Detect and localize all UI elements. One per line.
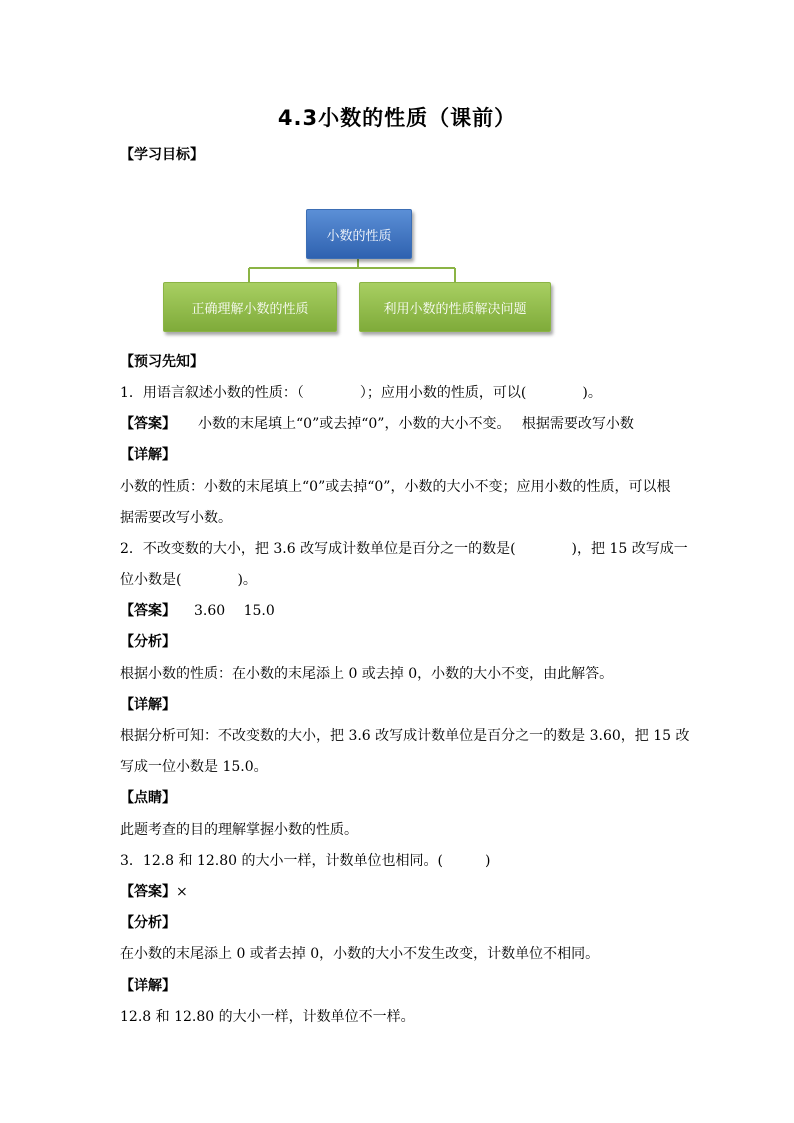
q1-answer-text: 小数的末尾填上“0”或去掉“0”，小数的大小不变。 根据需要改写小数 — [198, 416, 634, 432]
section-goals-heading: 【学习目标】 — [120, 147, 204, 163]
q1-detail-label: 【详解】 — [120, 447, 176, 463]
q1-question: 1．用语言叙述小数的性质：（ ）；应用小数的性质，可以( )。 — [120, 385, 602, 401]
diagram-root-node: 小数的性质 — [306, 209, 412, 259]
q2-answer — [120, 601, 275, 621]
q1-detail-line1: 小数的性质：小数的末尾填上“0”或去掉“0”，小数的大小不变；应用小数的性质，可以根 — [120, 479, 671, 495]
q2-detail-line1: 根据分析可知：不改变数的大小，把 3.6 改写成计数单位是百分之一的数是 3.60，把 15 改 — [120, 728, 690, 744]
q2-question-line1: 2．不改变数的大小，把 3.6 改写成计数单位是百分之一的数是( )，把 15 改写成一 — [120, 541, 688, 557]
q3-analysis-text: 在小数的末尾添上 0 或者去掉 0，小数的大小不发生改变，计数单位不相同。 — [120, 946, 600, 962]
q1-answer — [120, 414, 634, 434]
q3-detail-label: 【详解】 — [120, 978, 176, 994]
diagram-child-node-apply: 利用小数的性质解决问题 — [359, 282, 551, 332]
q3-answer-text: × — [176, 884, 188, 900]
section-preview-heading: 【预习先知】 — [120, 354, 204, 370]
q3-answer — [120, 882, 188, 902]
q3-answer-label: 【答案】 — [120, 884, 176, 900]
q2-question-line2: 位小数是( )。 — [120, 572, 257, 588]
q3-detail-text: 12.8 和 12.80 的大小一样，计数单位不一样。 — [120, 1009, 415, 1025]
q2-detail-line2: 写成一位小数是 15.0。 — [120, 759, 268, 775]
q2-detail-label: 【详解】 — [120, 697, 176, 713]
q2-analysis-text: 根据小数的性质：在小数的末尾添上 0 或去掉 0，小数的大小不变，由此解答。 — [120, 666, 614, 682]
q3-analysis-label: 【分析】 — [120, 915, 176, 931]
q1-answer-label: 【答案】 — [120, 416, 176, 432]
q2-point-label: 【点睛】 — [120, 790, 176, 806]
q2-analysis-label: 【分析】 — [120, 634, 176, 650]
q3-question: 3．12.8 和 12.80 的大小一样，计数单位也相同。( ) — [120, 853, 491, 869]
q2-point-text: 此题考查的目的理解掌握小数的性质。 — [120, 822, 358, 838]
diagram-child-node-understand: 正确理解小数的性质 — [163, 282, 337, 332]
q2-answer-label: 【答案】 — [120, 603, 176, 619]
q2-answer-text: 3.60 15.0 — [194, 603, 275, 619]
q1-detail-line2: 据需要改写小数。 — [120, 510, 232, 526]
page-title: 4.3小数的性质（课前） — [277, 106, 517, 130]
